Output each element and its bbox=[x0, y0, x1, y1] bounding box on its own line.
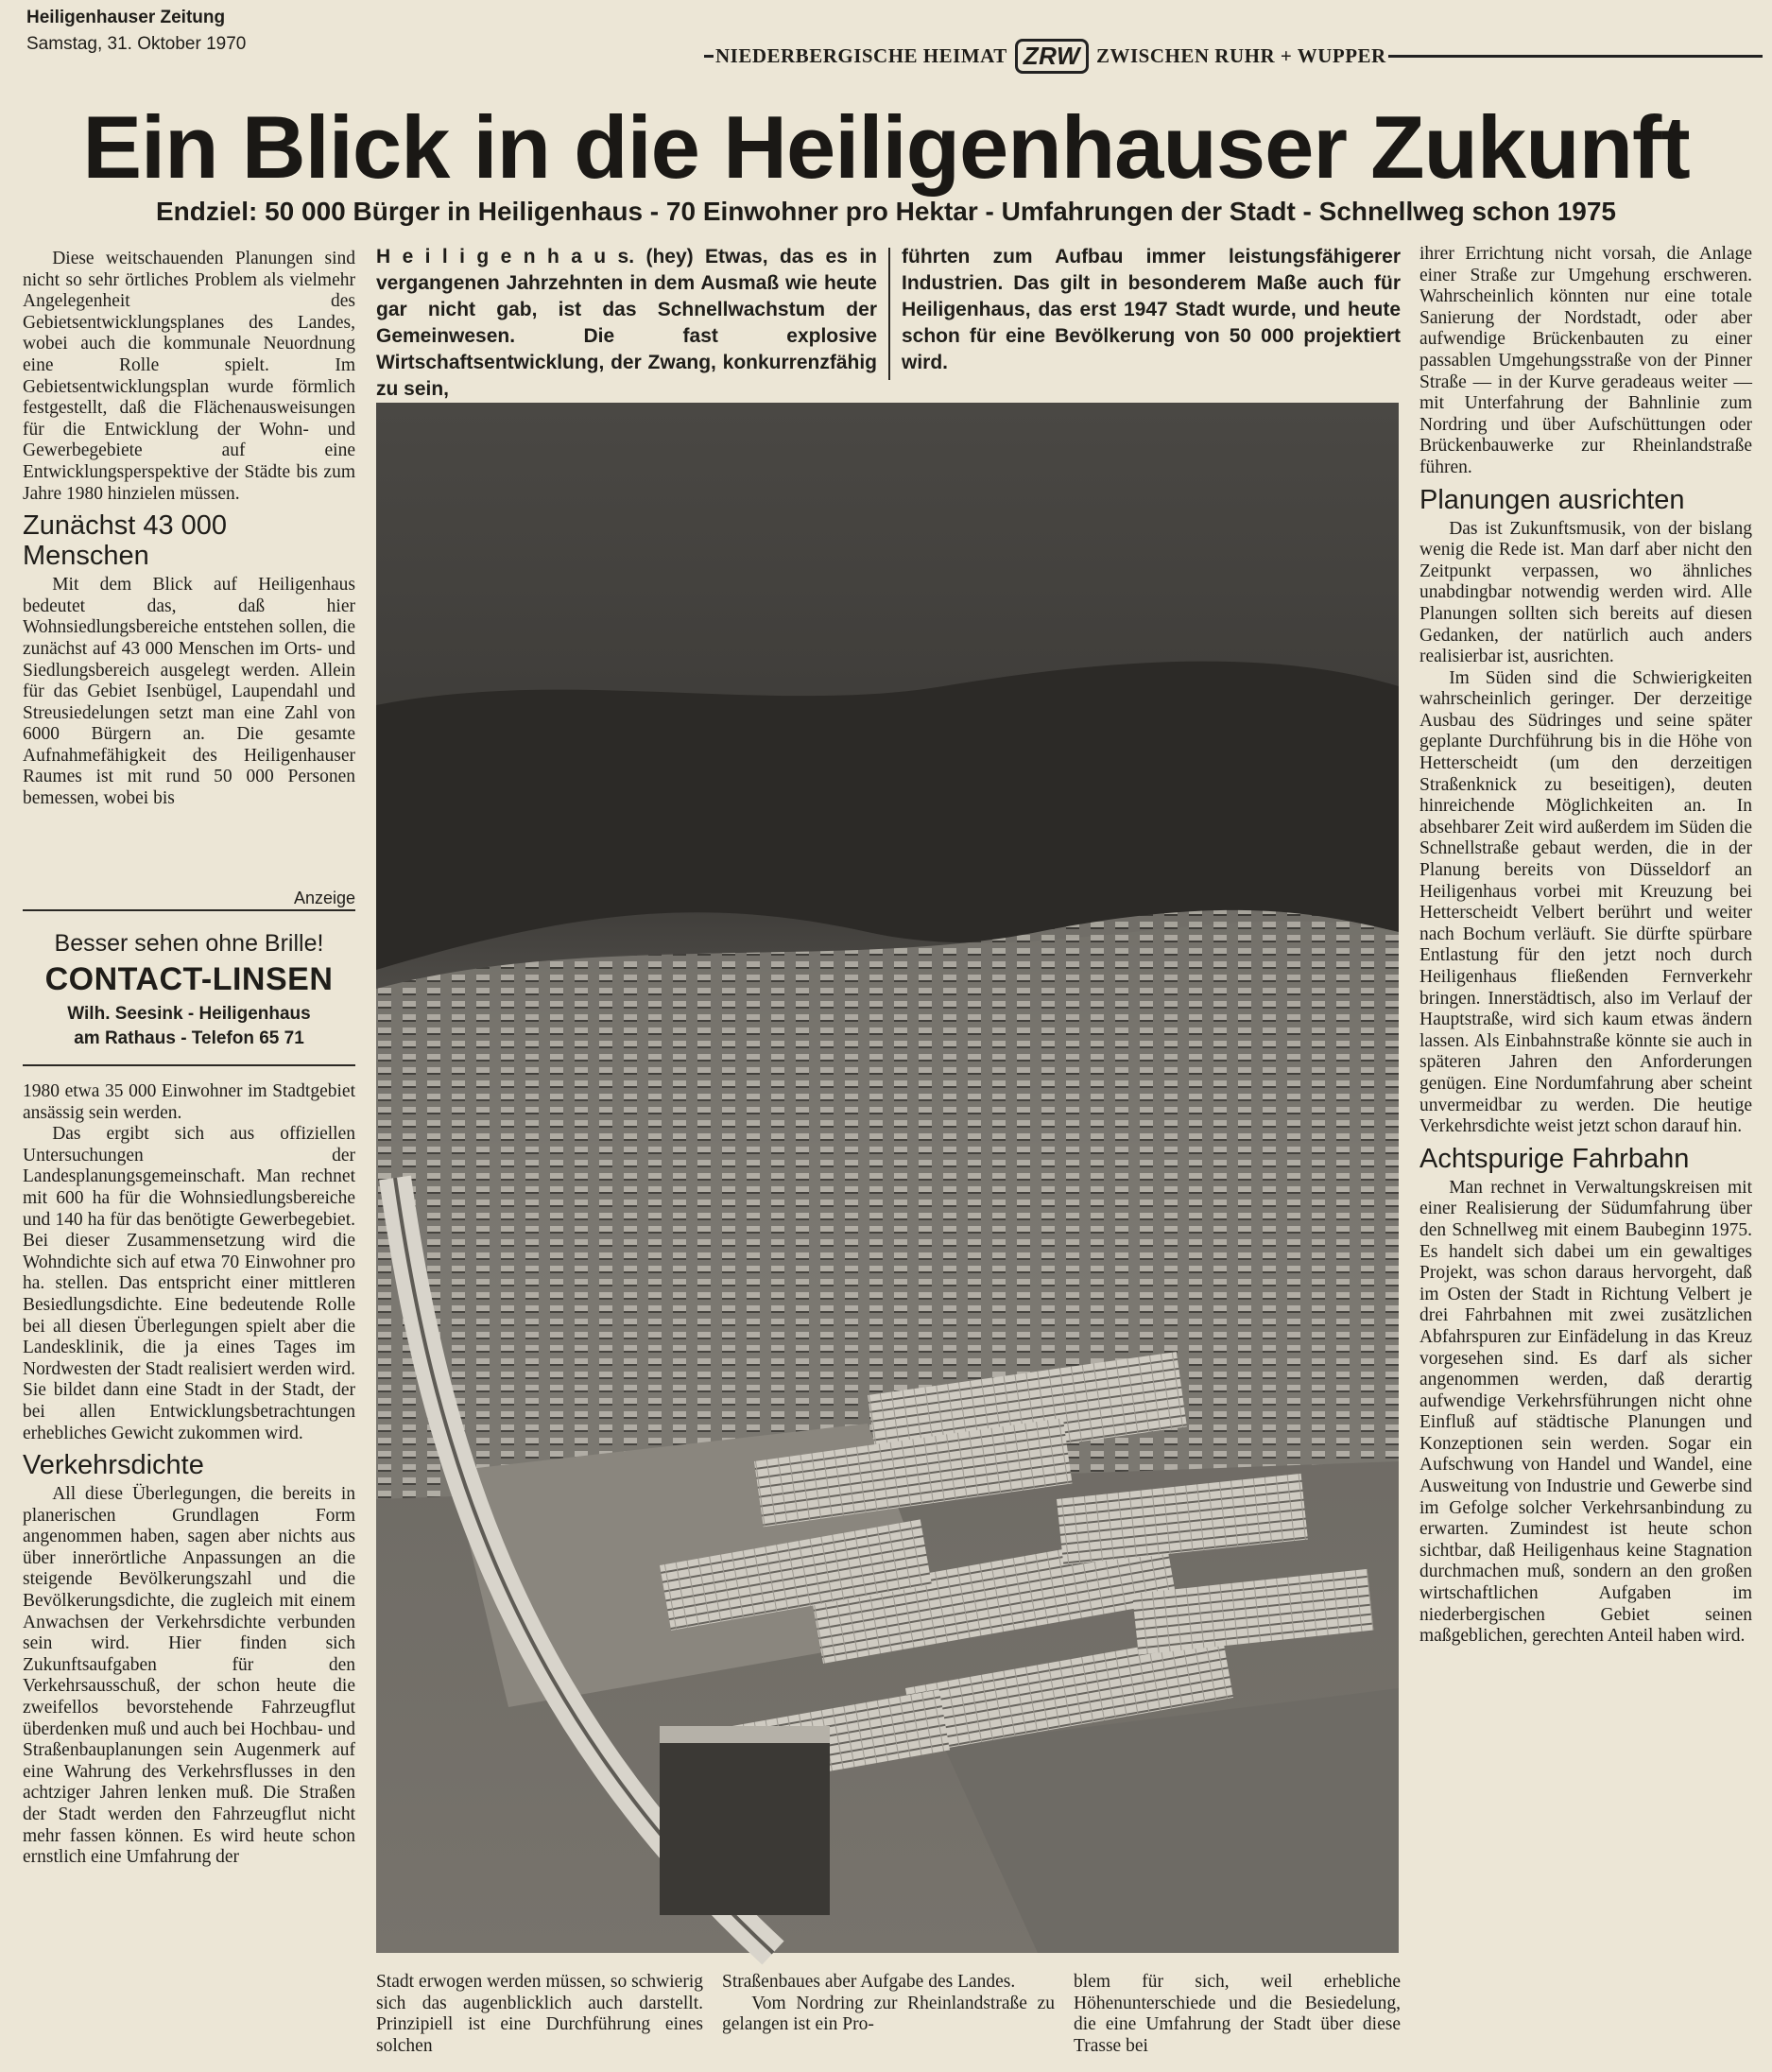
aerial-photo bbox=[376, 403, 1399, 1953]
subheading: Achtspurige Fahrbahn bbox=[1419, 1143, 1690, 1174]
ad-line-4: am Rathaus - Telefon 65 71 bbox=[74, 1028, 304, 1048]
clipping-source bbox=[26, 8, 246, 55]
bottom-column-3 bbox=[722, 1972, 1055, 2066]
paragraph: blem für sich, weil erhebliche Höhenunterschiede und die Besiedelung, die eine Umfahrung der Stadt über diese Trasse bei bbox=[1074, 1972, 1401, 2056]
newspaper-name: Heiligenhauser Zeitung bbox=[26, 8, 226, 27]
ad-line-3: Wilh. Seesink - Heiligenhaus bbox=[67, 1004, 311, 1024]
ad-line-1: Besser sehen ohne Brille! bbox=[54, 930, 324, 957]
paragraph: Vom Nordring zur Rheinlandstraße zu gelangen ist ein Pro- bbox=[722, 1993, 1055, 2035]
section-header bbox=[704, 32, 1763, 79]
subheading: Verkehrsdichte bbox=[23, 1450, 204, 1481]
paragraph: 1980 etwa 35 000 Einwohner im Stadtgebiet ansässig sein werden. bbox=[23, 1081, 355, 1123]
paragraph: Diese weitschauenden Planungen sind nicht so sehr örtliches Problem als vielmehr Angelegenheit des Gebietsentwicklungsplanes des Landes, wobei auch die kommunale Neuordnung eine Rolle spielt. Im Gebietsentwicklungsplan wurde förmlich festgestellt, daß die Flächenausweisungen für die Entwicklung der Wohn- und Gewerbegebiete auf eine Entwicklungsperspektive der Städte bis zum Jahre 1980 hinzielen müssen. bbox=[23, 249, 355, 504]
section-right-title: ZWISCHEN RUHR + WUPPER bbox=[1096, 43, 1386, 67]
headline: Ein Blick in die Heiligenhauser Zukunft bbox=[82, 97, 1690, 197]
lead-part-1: H e i l i g e n h a u s. (hey) Etwas, das es in vergangenen Jahrzehnten in dem Ausmaß wie heute gar nicht gab, ist das Schnellwachstum der Gemeinwesen. Die fast explosive Wirtschaftsentwicklung, der Zwang, konkurrenzfähig zu sein, bbox=[376, 246, 877, 400]
header-rule-left bbox=[704, 55, 714, 58]
tower-block bbox=[660, 1726, 830, 1915]
column-1-bottom bbox=[23, 1081, 355, 2064]
subheadline: Endziel: 50 000 Bürger in Heiligenhaus - 70 Einwohner pro Hektar - Umfahrungen der Stadt - Schnellweg schon 1975 bbox=[155, 197, 1617, 226]
lead-part-2: führten zum Aufbau immer leistungsfähigerer Industrien. Das gilt in besonderem Maße auch für Heiligenhaus, das erst 1947 Stadt wurde, und heute schon für eine Bevölkerung von 50 000 projektiert wird. bbox=[902, 246, 1401, 373]
paragraph: Im Süden sind die Schwierigkeiten wahrscheinlich geringer. Der derzeitige Ausbau des Südringes und seine später geplante Durchführung bis in die Höhe von Hetterscheidt (um den derzeitigen Straßenknick zu beseitigen), deuten hinreichende Möglichkeiten an. In absehbarer Zeit wird außerdem im Süden die Schnellstraße gebaut werden, die in der Planung bereits von Düsseldorf an Heiligenhaus vorbei mit Kreuzung bei Hetterscheidt Velbert berührt und weiter nach Bochum verläuft. Sie dürfte spürbare Entlastung für den jetzt noch durch Heiligenhaus fließenden Fernverkehr bringen. Innerstädtisch, also im Verlauf der Hauptstraße, wird sich kaum etwas ändern lassen. Als Einbahnstraße könnte sie auch in späteren Jahren den Anforderungen genügen. Eine Nordumfahrung aber scheint unvermeidbar zu werden. Die heutige Verkehrsdichte weist jetzt schon darauf hin. bbox=[1419, 667, 1752, 1137]
subheading: Zunächst 43 000 Menschen bbox=[23, 510, 228, 572]
bottom-column-4 bbox=[1074, 1972, 1401, 2066]
publication-date: Samstag, 31. Oktober 1970 bbox=[26, 34, 247, 54]
bottom-column-2 bbox=[376, 1972, 703, 2066]
aerial-photo-drawing bbox=[376, 403, 1399, 1953]
paragraph: Mit dem Blick auf Heiligenhaus bedeutet das, daß hier Wohnsiedlungsbereiche entstehen sollen, die zunächst auf 43 000 Menschen im Orts- und Siedlungsbereich ausgelegt werden. Allein für das Gebiet Isenbügel, Laupendahl und Streusiedelungen setzt man eine Zahl von 6000 Bürgern an. Die gesamte Aufnahmefähigkeit des Heiligenhauser Raumes ist mit rund 50 000 Personen bemessen, wobei bis bbox=[23, 575, 355, 809]
paragraph: ihrer Errichtung nicht vorsah, die Anlage einer Straße zur Umgehung erschweren. Wahrscheinlich könnten nur eine totale Sanierung der Nordstadt, oder aber aufwendige Brückenbauten zu einer passablen Umgehungsstraße von der Pinner Straße — in der Kurve geradeaus weiter — mit Unterfahrung der Bahnlinie zum Nordring und über Aufschüttungen oder Brückenbauwerke zur Rheinlandstraße führen. bbox=[1419, 244, 1752, 477]
ad-title: CONTACT-LINSEN bbox=[44, 961, 334, 997]
paragraph: Das ist Zukunftsmusik, von der bislang wenig die Rede ist. Man darf aber nicht den Zeitpunkt verpassen, wo ähnliches unabdingbar notwendig werden wird. Alle Planungen sollten sich bereits auf diesen Gedanken, der natürlich auch anders realisierbar ist, ausrichten. bbox=[1419, 518, 1752, 667]
ad-label: Anzeige bbox=[293, 889, 355, 907]
column-1-top bbox=[23, 249, 355, 901]
paragraph: All diese Überlegungen, die bereits in planerischen Grundlagen Form angenommen haben, sagen aber nichts aus über innerörtliche Anpassungen an die steigende Bevölkerungszahl und die Bevölkerungsdichte, die zugleich mit einem Anwachsen der Verkehrsdichte verbunden sein wird. Hier finden sich Zukunftsaufgaben für den Verkehrsausschuß, der schon heute die zweifellos bevorstehende Fahrzeugflut überdenken muß und auch bei Hochbau- und Straßenbauplanungen sein Augenmerk auf eine Wahrung des Verkehrsflusses in den achtziger Jahren lenken muß. Die Straßen der Stadt werden den Fahrzeugflut nicht mehr fassen können. Es wird heute schon ernstlich eine Umfahrung der bbox=[23, 1484, 355, 1868]
paragraph: Straßenbaues aber Aufgabe des Landes. bbox=[722, 1972, 1016, 1992]
column-divider bbox=[888, 248, 890, 380]
paragraph: Man rechnet in Verwaltungskreisen mit einer Realisierung der Südumfahrung über den Schnellweg mit einem Baubeginn 1975. Es handelt sich dabei um ein gewaltiges Projekt, was schon daraus hervorgeht, daß im Osten der Stadt in Richtung Velbert je drei Fahrbahnen mit zwei zusätzlichen Abfahrspuren zur Einfädelung in das Kreuz vorgesehen sind. Es darf als sicher angenommen werden, daß derartig aufwendige Verkehrsführungen nicht ohne Einfluß auf städtische Planungen und Konzeptionen sein werden. Sogar ein Aufschwung von Handel und Wandel, eine Ausweitung von Industrie und Gewerbe sind im Gefolge solcher Verkehrsanbindung zu erwarten. Zumindest ist heute schon sichtbar, daß Heiligenhaus keine Stagnation durchmachen muß, sondern an den großen wirtschaftlichen Aufgaben im niederbergischen Gebiet seinen maßgeblichen, gerechten Anteil haben wird. bbox=[1419, 1177, 1752, 1647]
zrw-logo: ZRW bbox=[1015, 39, 1089, 74]
advertisement bbox=[23, 889, 355, 1066]
subheading: Planungen ausrichten bbox=[1419, 484, 1685, 515]
header-rule-right bbox=[1388, 55, 1763, 58]
tower-roof bbox=[660, 1726, 830, 1743]
paragraph: Stadt erwogen werden müssen, so schwierig sich das augenblicklich auch darstellt. Prinzipiell ist eine Durchführung eines solchen bbox=[376, 1972, 703, 2056]
paragraph: Das ergibt sich aus offiziellen Untersuchungen der Landesplanungsgemeinschaft. Man rechnet mit 600 ha für die Wohnsiedlungsbereiche und 140 ha für das benötigte Gewerbegebiet. Bei dieser Zusammensetzung wird die Wohndichte sich auf etwa 70 Einwohner pro ha. stellen. Das entspricht einer mittleren Besiedlungsdichte. Eine bedeutende Rolle bei all diesen Überlegungen spielt aber die Landesklinik, die ja eines Tages im Nordwesten der Stadt realisiert werden wird. Sie bildet dann eine Stadt in der Stadt, der bei allen Entwicklungsbetrachtungen erhebliches Gewicht zukommen wird. bbox=[23, 1124, 355, 1443]
section-left-title: NIEDERBERGISCHE HEIMAT bbox=[715, 43, 1007, 67]
column-4 bbox=[1419, 244, 1752, 2064]
